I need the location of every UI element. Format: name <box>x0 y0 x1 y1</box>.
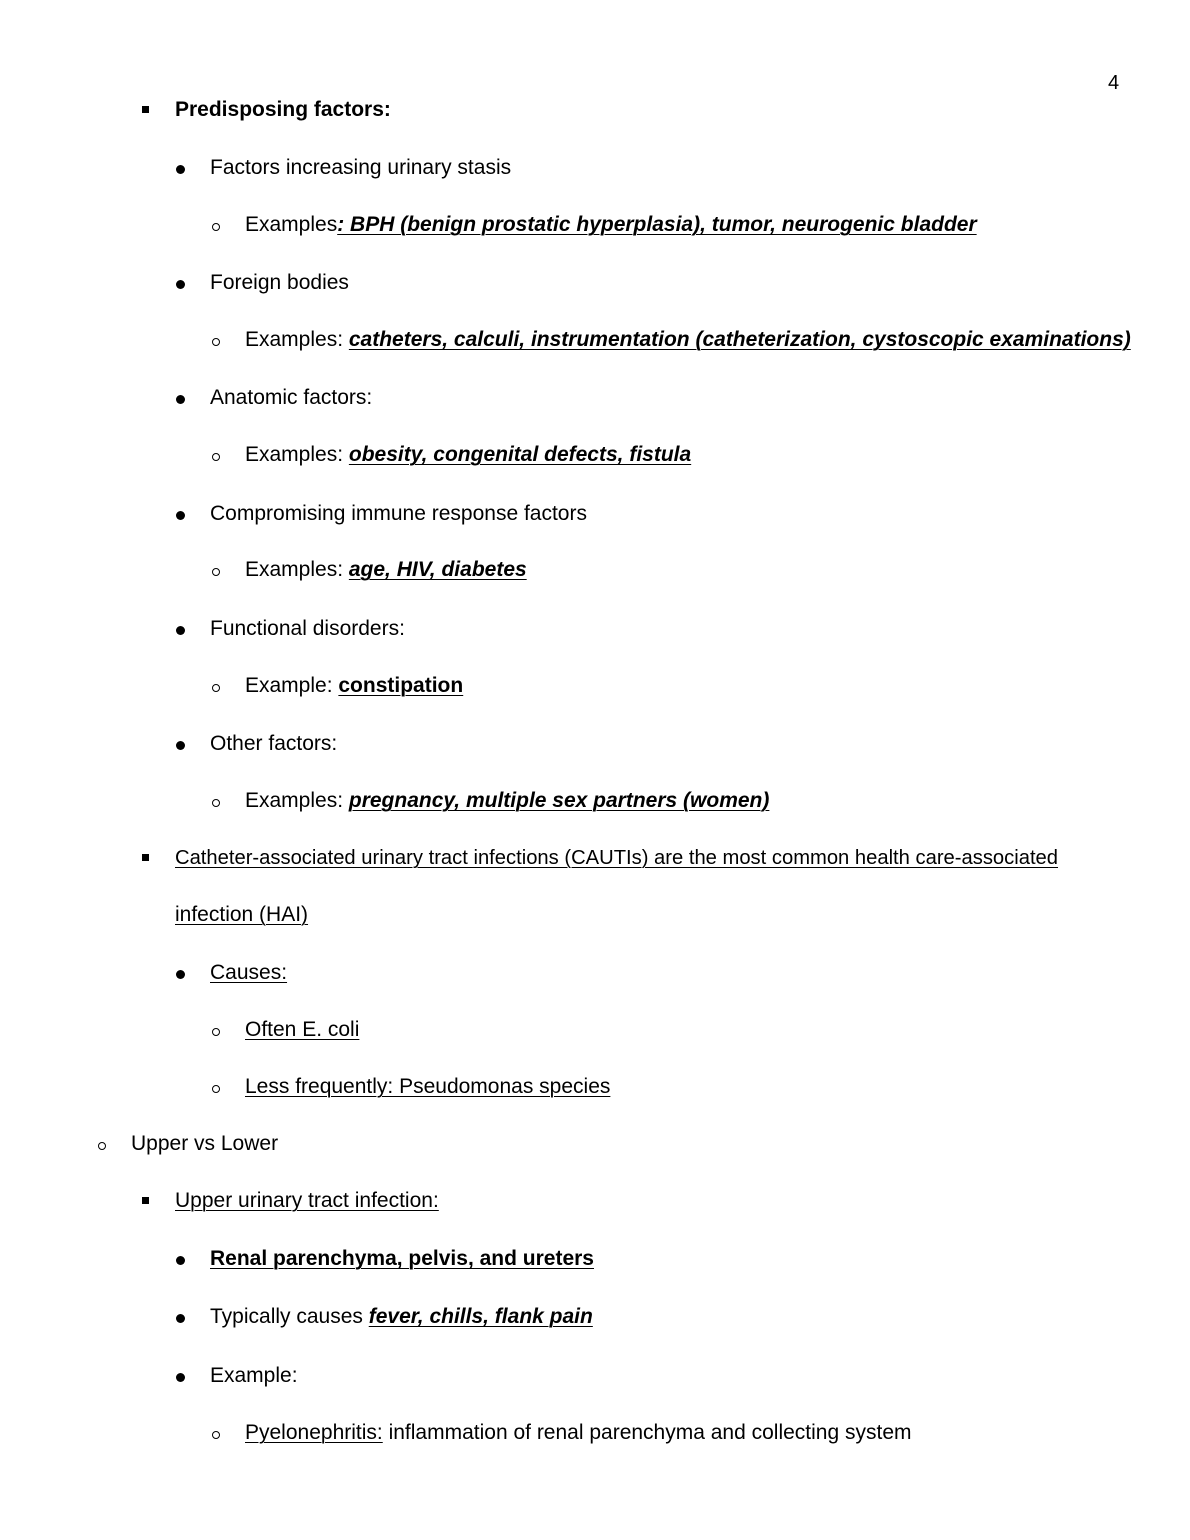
square-bullet-icon <box>142 1197 149 1204</box>
example-value: age, HIV, diabetes <box>348 558 527 581</box>
bullet-icon <box>176 395 185 404</box>
bullet-icon <box>176 741 185 750</box>
example-value: constipation <box>338 674 464 697</box>
functional-label: Functional disorders: <box>210 617 405 640</box>
cause-ecoli: Often E. coli <box>245 1018 360 1041</box>
causes-label: Causes: <box>210 961 288 984</box>
example-prefix: Examples: <box>245 443 349 466</box>
bullet-icon <box>176 165 185 174</box>
foreign-bodies-label: Foreign bodies <box>210 271 349 294</box>
foreign-bodies-example <box>245 327 1131 353</box>
other-example <box>245 788 769 814</box>
square-bullet-icon <box>142 854 149 861</box>
upper-uti-example-label: Example: <box>210 1364 298 1387</box>
bullet-icon <box>176 1314 185 1323</box>
urinary-stasis-example <box>245 212 977 238</box>
example-prefix: Examples: <box>245 328 349 351</box>
predisposing-heading: Predisposing factors: <box>175 98 391 121</box>
example-value: obesity, congenital defects, fistula <box>348 443 692 466</box>
urinary-stasis-label: Factors increasing urinary stasis <box>210 156 512 179</box>
circle-bullet-icon <box>212 1028 220 1036</box>
bullet-icon <box>176 626 185 635</box>
functional-example <box>245 673 463 699</box>
circle-bullet-icon <box>212 338 220 346</box>
bullet-icon <box>176 280 185 289</box>
cause-pseudomonas: Less frequently: Pseudomonas species <box>245 1075 611 1098</box>
bullet-icon <box>176 511 185 520</box>
example-prefix: Examples: <box>245 558 349 581</box>
immune-example <box>245 557 527 583</box>
cauti-line-2: infection (HAI) <box>175 903 309 926</box>
circle-bullet-icon <box>98 1142 106 1150</box>
other-label: Other factors: <box>210 732 338 755</box>
circle-bullet-icon <box>212 684 220 692</box>
upper-uti-location: Renal parenchyma, pelvis, and ureters <box>210 1247 594 1270</box>
pyelonephritis-desc: inflammation of renal parenchyma and collecting system <box>382 1421 912 1444</box>
circle-bullet-icon <box>212 1085 220 1093</box>
circle-bullet-icon <box>212 1431 220 1439</box>
pyelonephritis-term: Pyelonephritis: <box>245 1421 383 1444</box>
example-value: catheters, calculi, instrumentation (catheterization, cystoscopic examinations) <box>348 328 1131 351</box>
immune-label: Compromising immune response factors <box>210 502 587 525</box>
example-value: : BPH (benign prostatic hyperplasia), tumor, neurogenic bladder <box>337 213 977 236</box>
square-bullet-icon <box>142 106 149 113</box>
upper-uti-heading: Upper urinary tract infection: <box>175 1189 439 1212</box>
circle-bullet-icon <box>212 453 220 461</box>
cauti-line-1: Catheter-associated urinary tract infections (CAUTIs) are the most common health care-associated <box>175 847 1059 869</box>
circle-bullet-icon <box>212 799 220 807</box>
symptoms-prefix: Typically causes <box>210 1305 369 1328</box>
anatomic-label: Anatomic factors: <box>210 386 373 409</box>
example-prefix: Example: <box>245 674 339 697</box>
bullet-icon <box>176 1373 185 1382</box>
circle-bullet-icon <box>212 223 220 231</box>
anatomic-example <box>245 442 691 468</box>
example-value: pregnancy, multiple sex partners (women) <box>348 789 770 812</box>
example-prefix: Examples <box>245 213 338 236</box>
circle-bullet-icon <box>212 568 220 576</box>
upper-uti-symptoms <box>210 1304 593 1330</box>
pyelonephritis-definition <box>245 1420 912 1446</box>
symptoms-value: fever, chills, flank pain <box>368 1305 593 1328</box>
upper-vs-lower-label: Upper vs Lower <box>131 1132 279 1155</box>
bullet-icon <box>176 970 185 979</box>
bullet-icon <box>176 1256 185 1265</box>
example-prefix: Examples: <box>245 789 349 812</box>
page-number: 4 <box>1108 72 1120 94</box>
